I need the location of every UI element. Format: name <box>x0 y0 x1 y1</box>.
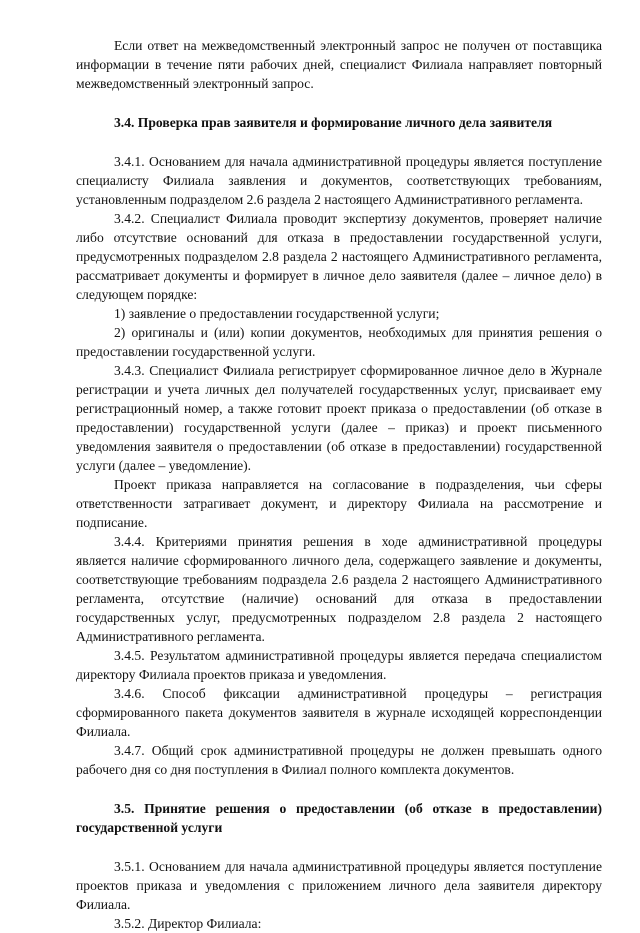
document-page <box>76 36 602 933</box>
paragraph-3-4-2: 3.4.2. Специалист Филиала проводит экспертизу документов, проверяет наличие либо отсутствие оснований для отказа в предоставлении государственной услуги, предусмотренных подразделом 2.8 раздела 2 настоящего Административного регламента, рассматривает документы и формирует в личное дело заявителя (далее – личное дело) в следующем порядке: <box>76 211 602 302</box>
section-3-4-heading: 3.4. Проверка прав заявителя и формирование личного дела заявителя <box>114 115 553 130</box>
spacer <box>76 837 602 857</box>
paragraph-3-4-1: 3.4.1. Основанием для начала административной процедуры является поступление специалисту Филиала заявления и документов, соответствующих требованиям, установленным подразделом 2.6 раздела 2 настоящего Административного регламента. <box>76 154 602 207</box>
list-item-1: 1) заявление о предоставлении государственной услуги; <box>114 306 440 321</box>
paragraph-approval: Проект приказа направляется на согласование в подразделения, чьи сферы ответственности затрагивает документ, и директору Филиала на рассмотрение и подписание. <box>76 477 602 530</box>
paragraph-repeat-request: Если ответ на межведомственный электронный запрос не получен от поставщика информации в течение пяти рабочих дней, специалист Филиала направляет повторный межведомственный электронный запрос. <box>76 38 602 91</box>
paragraph-3-4-3: 3.4.3. Специалист Филиала регистрирует сформированное личное дело в Журнале регистрации и учета личных дел получателей государственных услуг, присваивает ему регистрационный номер, а также готовит проект приказа о предоставлении (об отказе в предоставлении) государственной услуги (далее – приказ) и проект письменного уведомления заявителя о предоставлении (об отказе в предоставлении) государственной услуги (далее – уведомление). <box>76 363 602 473</box>
spacer <box>76 93 602 113</box>
paragraph-3-5-2: 3.5.2. Директор Филиала: <box>114 916 262 931</box>
section-3-5-heading: 3.5. Принятие решения о предоставлении (об отказе в предоставлении) государственной услуги <box>76 801 602 835</box>
spacer <box>76 132 602 152</box>
spacer <box>76 779 602 799</box>
paragraph-3-5-1: 3.5.1. Основанием для начала административной процедуры является поступление проектов приказа и уведомления с приложением личного дела заявителя директору Филиала. <box>76 859 602 912</box>
paragraph-3-4-7: 3.4.7. Общий срок административной процедуры не должен превышать одного рабочего дня со дня поступления в Филиал полного комплекта документов. <box>76 743 602 777</box>
paragraph-3-4-6: 3.4.6. Способ фиксации административной процедуры – регистрация сформированного пакета документов заявителя в журнале исходящей корреспонденции Филиала. <box>76 686 602 739</box>
list-item-2: 2) оригиналы и (или) копии документов, необходимых для принятия решения о предоставлении государственной услуги. <box>76 325 602 359</box>
paragraph-3-4-4: 3.4.4. Критериями принятия решения в ходе административной процедуры является наличие сформированного личного дела, содержащего заявление и документы, соответствующие требованиям подраздела 2.6 раздела 2 настоящего Административного регламента, отсутствие (наличие) оснований для отказа в предоставлении государственных услуг, предусмотренных подразделом 2.8 раздела 2 настоящего Административного регламента. <box>76 534 602 644</box>
paragraph-3-4-5: 3.4.5. Результатом административной процедуры является передача специалистом директору Филиала проектов приказа и уведомления. <box>76 648 602 682</box>
